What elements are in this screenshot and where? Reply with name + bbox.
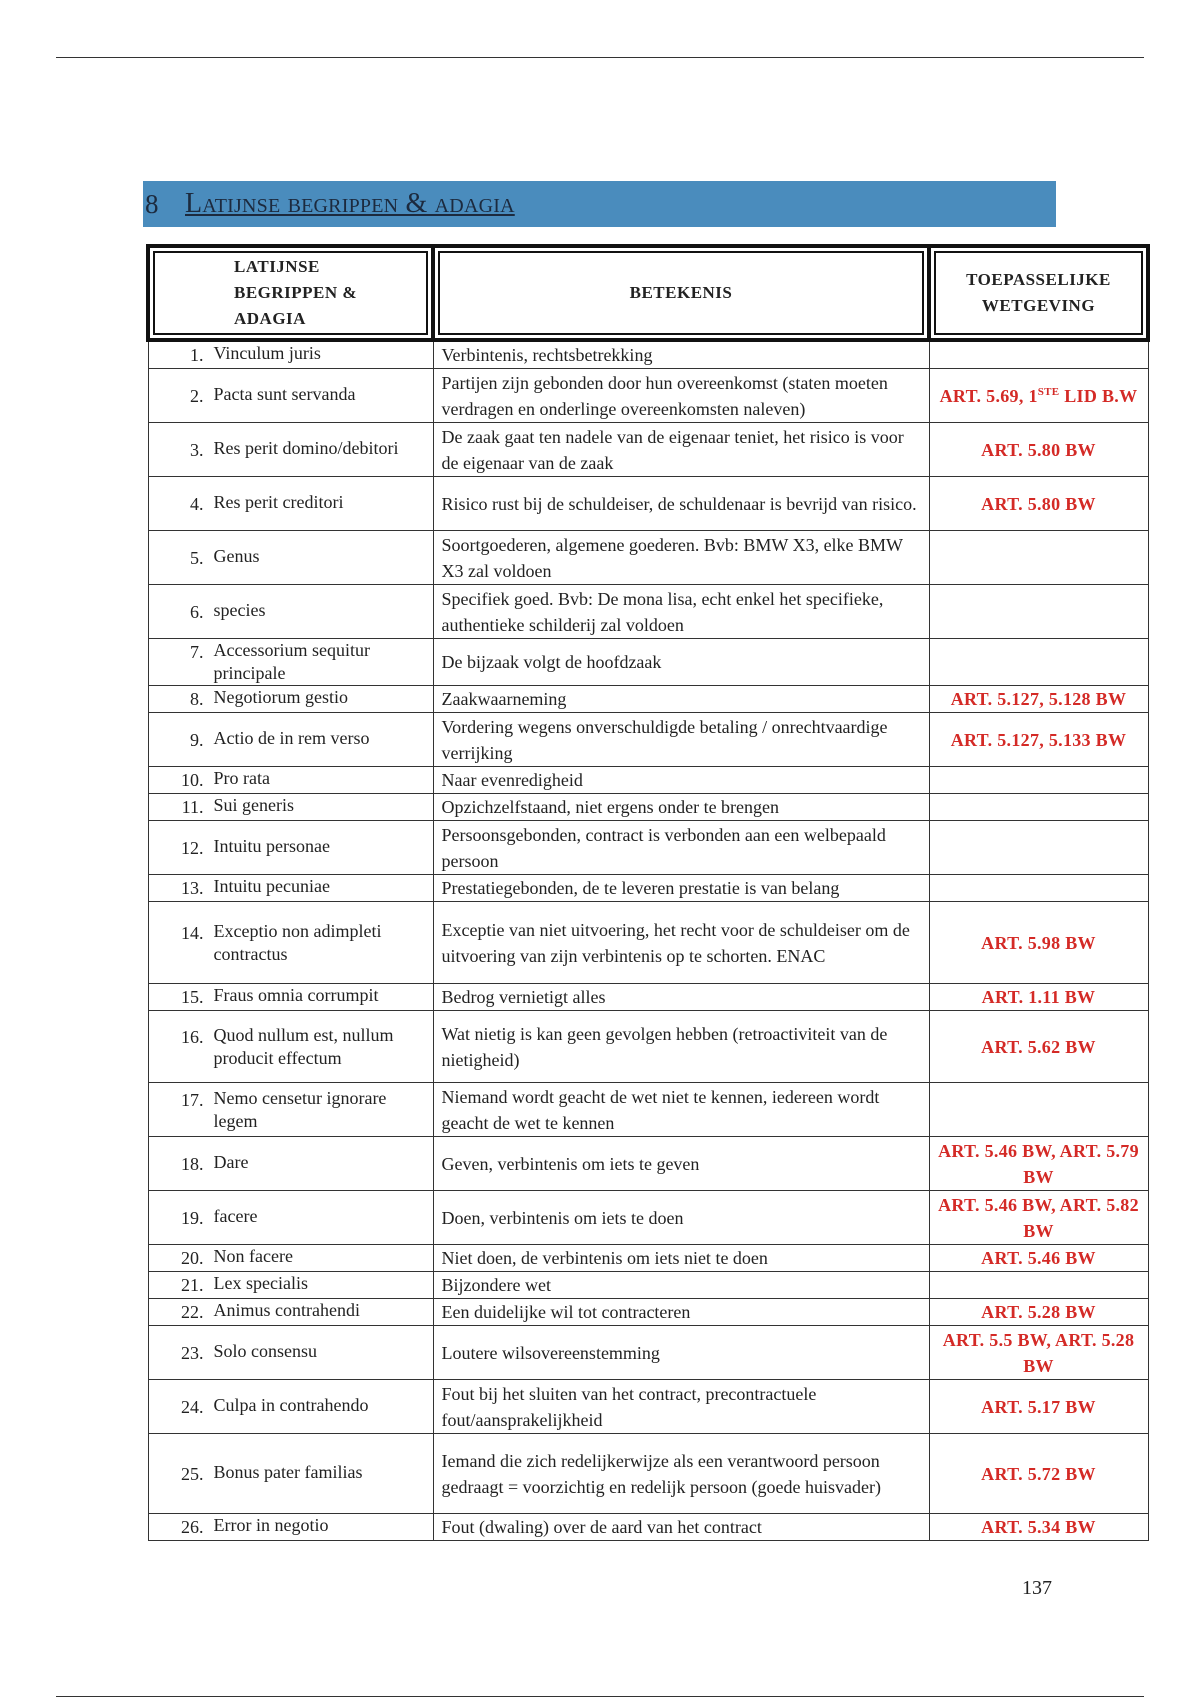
term-cell: [148, 794, 433, 821]
table-row: [148, 369, 1148, 423]
term-number: 6.: [190, 601, 204, 622]
section-number: 8: [145, 188, 159, 219]
meaning-cell: Partijen zijn gebonden door hun overeenkomst (staten moeten verdragen en onderlinge overeenkomsten naleven): [433, 369, 929, 423]
table-row: [148, 531, 1148, 585]
term-cell: [148, 585, 433, 639]
term-number: 11.: [181, 797, 204, 817]
term-number: 8.: [190, 689, 204, 709]
table-row: [148, 1380, 1148, 1434]
table-row: [148, 1326, 1148, 1380]
term-cell: [148, 713, 433, 767]
term-cell: [148, 369, 433, 423]
term-number: 16.: [181, 1026, 204, 1047]
term-number: 19.: [181, 1207, 204, 1228]
table-row: [148, 639, 1148, 686]
term-number: 3.: [190, 439, 204, 460]
legislation-cell: ART. 5.28 BW: [929, 1299, 1148, 1326]
term-cell: [148, 1191, 433, 1245]
meaning-cell: Iemand die zich redelijkerwijze als een verantwoord persoon gedraagt = voorzichtig en redelijk persoon (goede huisvader): [433, 1434, 929, 1514]
header-meaning: BETEKENIS: [433, 246, 929, 340]
header-latin-terms-line1: LATIJNSE: [234, 257, 320, 276]
term-name: Nemo censetur ignorare legem: [213, 1087, 387, 1131]
term-cell: [148, 1245, 433, 1272]
legislation-cell: ART. 1.11 BW: [929, 984, 1148, 1011]
meaning-cell: Verbintenis, rechtsbetrekking: [433, 340, 929, 369]
term-name: Genus: [213, 545, 260, 566]
term-number: 13.: [181, 878, 204, 898]
table-row: [148, 1137, 1148, 1191]
term-name: Actio de in rem verso: [213, 727, 370, 748]
term-name: species: [213, 599, 266, 620]
latin-terms-table: [146, 244, 1150, 1541]
legislation-cell: [929, 875, 1148, 902]
term-number: 7.: [190, 642, 204, 662]
term-number: 20.: [181, 1248, 204, 1268]
legislation-cell: [929, 767, 1148, 794]
table-row: [148, 477, 1148, 531]
legislation-cell: ART. 5.17 BW: [929, 1380, 1148, 1434]
table-row: [148, 1272, 1148, 1299]
term-name: Bonus pater familias: [213, 1461, 363, 1482]
term-number: 23.: [181, 1342, 204, 1363]
meaning-cell: Bedrog vernietigt alles: [433, 984, 929, 1011]
term-name: Exceptio non adimpleti contractus: [213, 920, 382, 964]
legislation-cell: [929, 1272, 1148, 1299]
meaning-cell: De zaak gaat ten nadele van de eigenaar teniet, het risico is voor de eigenaar van de zaak: [433, 423, 929, 477]
term-cell: [148, 686, 433, 713]
term-name: Fraus omnia corrumpit: [213, 985, 379, 1005]
table-row: [148, 821, 1148, 875]
legislation-cell: [929, 531, 1148, 585]
header-latin-terms-line2: BEGRIPPEN &: [234, 283, 358, 302]
term-name: Res perit domino/debitori: [213, 437, 399, 458]
legislation-cell: [929, 585, 1148, 639]
meaning-cell: Bijzondere wet: [433, 1272, 929, 1299]
term-name: Negotiorum gestio: [213, 687, 348, 707]
term-name: Error in negotio: [213, 1515, 329, 1535]
term-cell: [148, 1326, 433, 1380]
table-row: [148, 585, 1148, 639]
header-legislation-line1: TOEPASSELIJKE: [966, 270, 1111, 289]
table-row: [148, 423, 1148, 477]
legislation-cell: ART. 5.34 BW: [929, 1514, 1148, 1541]
header-legislation: [929, 246, 1148, 340]
table-row: [148, 1514, 1148, 1541]
term-cell: [148, 1299, 433, 1326]
table-row: [148, 767, 1148, 794]
term-name: Intuitu pecuniae: [213, 876, 330, 896]
meaning-cell: Naar evenredigheid: [433, 767, 929, 794]
meaning-cell: De bijzaak volgt de hoofdzaak: [433, 639, 929, 686]
term-cell: [148, 875, 433, 902]
meaning-cell: Fout (dwaling) over de aard van het contract: [433, 1514, 929, 1541]
term-cell: [148, 531, 433, 585]
meaning-cell: Risico rust bij de schuldeiser, de schuldenaar is bevrijd van risico.: [433, 477, 929, 531]
meaning-cell: Zaakwaarneming: [433, 686, 929, 713]
table-row: [148, 1299, 1148, 1326]
meaning-cell: Doen, verbintenis om iets te doen: [433, 1191, 929, 1245]
term-number: 9.: [190, 729, 204, 750]
term-cell: [148, 1434, 433, 1514]
term-number: 15.: [181, 987, 204, 1007]
term-name: Vinculum juris: [213, 343, 321, 363]
term-number: 22.: [181, 1302, 204, 1322]
term-cell: [148, 1083, 433, 1137]
legislation-cell: ART. 5.80 BW: [929, 423, 1148, 477]
term-name: Solo consensu: [213, 1340, 317, 1361]
term-cell: [148, 477, 433, 531]
legislation-text-tail: LID B.W: [1059, 385, 1138, 406]
header-latin-terms-line3: ADAGIA: [234, 309, 306, 328]
section-title: Latijnse begrippen & adagia: [185, 188, 515, 219]
term-name: Accessorium sequitur principale: [213, 640, 370, 683]
legislation-cell: [929, 821, 1148, 875]
term-number: 26.: [181, 1517, 204, 1537]
term-cell: [148, 984, 433, 1011]
term-cell: [148, 639, 433, 686]
meaning-cell: Niemand wordt geacht de wet niet te kennen, iedereen wordt geacht de wet te kennen: [433, 1083, 929, 1137]
meaning-cell: Niet doen, de verbintenis om iets niet te doen: [433, 1245, 929, 1272]
meaning-cell: Een duidelijke wil tot contracteren: [433, 1299, 929, 1326]
term-number: 2.: [190, 385, 204, 406]
term-name: Animus contrahendi: [213, 1300, 360, 1320]
term-number: 24.: [181, 1396, 204, 1417]
header-rule: [56, 57, 1144, 58]
meaning-cell: Persoonsgebonden, contract is verbonden aan een welbepaald persoon: [433, 821, 929, 875]
meaning-cell: Opzichzelfstaand, niet ergens onder te brengen: [433, 794, 929, 821]
term-cell: [148, 902, 433, 984]
legislation-cell: ART. 5.46 BW: [929, 1245, 1148, 1272]
legislation-cell: ART. 5.5 BW, ART. 5.28 BW: [929, 1326, 1148, 1380]
legislation-cell: ART. 5.62 BW: [929, 1011, 1148, 1083]
table-row: [148, 340, 1148, 369]
term-cell: [148, 821, 433, 875]
term-name: Culpa in contrahendo: [213, 1394, 369, 1415]
legislation-cell: [929, 1083, 1148, 1137]
header-legislation-line2: WETGEVING: [981, 296, 1096, 315]
term-number: 4.: [190, 493, 204, 514]
term-number: 17.: [181, 1089, 204, 1110]
table-row: [148, 686, 1148, 713]
legislation-cell: ART. 5.127, 5.128 BW: [929, 686, 1148, 713]
meaning-cell: Fout bij het sluiten van het contract, precontractuele fout/aansprakelijkheid: [433, 1380, 929, 1434]
legislation-cell: ART. 5.98 BW: [929, 902, 1148, 984]
term-number: 1.: [190, 345, 204, 365]
term-number: 5.: [190, 547, 204, 568]
table-row: [148, 984, 1148, 1011]
term-name: facere: [213, 1205, 258, 1226]
legislation-cell: [929, 340, 1148, 369]
table-row: [148, 875, 1148, 902]
term-cell: [148, 1514, 433, 1541]
table-row: [148, 1011, 1148, 1083]
term-name: Pro rata: [213, 768, 270, 788]
page-number: 137: [1022, 1577, 1052, 1599]
legislation-cell: ART. 5.46 BW, ART. 5.82 BW: [929, 1191, 1148, 1245]
meaning-cell: Soortgoederen, algemene goederen. Bvb: BMW X3, elke BMW X3 zal voldoen: [433, 531, 929, 585]
term-number: 25.: [181, 1463, 204, 1484]
term-name: Non facere: [213, 1246, 293, 1266]
legislation-cell: ART. 5.127, 5.133 BW: [929, 713, 1148, 767]
term-name: Lex specialis: [213, 1273, 308, 1293]
term-cell: [148, 1380, 433, 1434]
table-header-row: [148, 246, 1148, 340]
term-cell: [148, 340, 433, 369]
term-name: Res perit creditori: [213, 491, 344, 512]
table-row: [148, 1191, 1148, 1245]
legislation-cell: ART. 5.46 BW, ART. 5.79 BW: [929, 1137, 1148, 1191]
term-cell: [148, 1137, 433, 1191]
term-number: 21.: [181, 1275, 204, 1295]
table-row: [148, 713, 1148, 767]
term-cell: [148, 1011, 433, 1083]
legislation-text: ART. 5.69, 1: [939, 385, 1038, 406]
legislation-superscript: STE: [1037, 385, 1060, 398]
table-row: [148, 1083, 1148, 1137]
term-number: 18.: [181, 1153, 204, 1174]
meaning-cell: Loutere wilsovereenstemming: [433, 1326, 929, 1380]
term-name: Quod nullum est, nullum producit effectum: [213, 1024, 394, 1068]
term-number: 12.: [181, 837, 204, 858]
section-heading: [143, 181, 1056, 227]
term-cell: [148, 423, 433, 477]
table-row: [148, 1245, 1148, 1272]
meaning-cell: Specifiek goed. Bvb: De mona lisa, echt enkel het specifieke, authentieke schilderij zal voldoen: [433, 585, 929, 639]
legislation-cell: [929, 369, 1148, 423]
table-row: [148, 794, 1148, 821]
meaning-cell: Exceptie van niet uitvoering, het recht voor de schuldeiser om de uitvoering van zijn verbintenis op te schorten. ENAC: [433, 902, 929, 984]
table-row: [148, 902, 1148, 984]
meaning-cell: Vordering wegens onverschuldigde betaling / onrechtvaardige verrijking: [433, 713, 929, 767]
meaning-cell: Geven, verbintenis om iets te geven: [433, 1137, 929, 1191]
legislation-cell: ART. 5.80 BW: [929, 477, 1148, 531]
legislation-cell: [929, 639, 1148, 686]
meaning-cell: Prestatiegebonden, de te leveren prestatie is van belang: [433, 875, 929, 902]
footer-rule: [56, 1696, 1144, 1697]
legislation-cell: ART. 5.72 BW: [929, 1434, 1148, 1514]
term-cell: [148, 767, 433, 794]
term-name: Intuitu personae: [213, 835, 330, 856]
term-name: Pacta sunt servanda: [213, 383, 356, 404]
table-row: [148, 1434, 1148, 1514]
meaning-cell: Wat nietig is kan geen gevolgen hebben (retroactiviteit van de nietigheid): [433, 1011, 929, 1083]
term-name: Dare: [213, 1151, 249, 1172]
header-latin-terms: [148, 246, 433, 340]
term-name: Sui generis: [213, 795, 294, 815]
term-number: 10.: [181, 770, 204, 790]
legislation-cell: [929, 794, 1148, 821]
term-cell: [148, 1272, 433, 1299]
term-number: 14.: [181, 922, 204, 943]
